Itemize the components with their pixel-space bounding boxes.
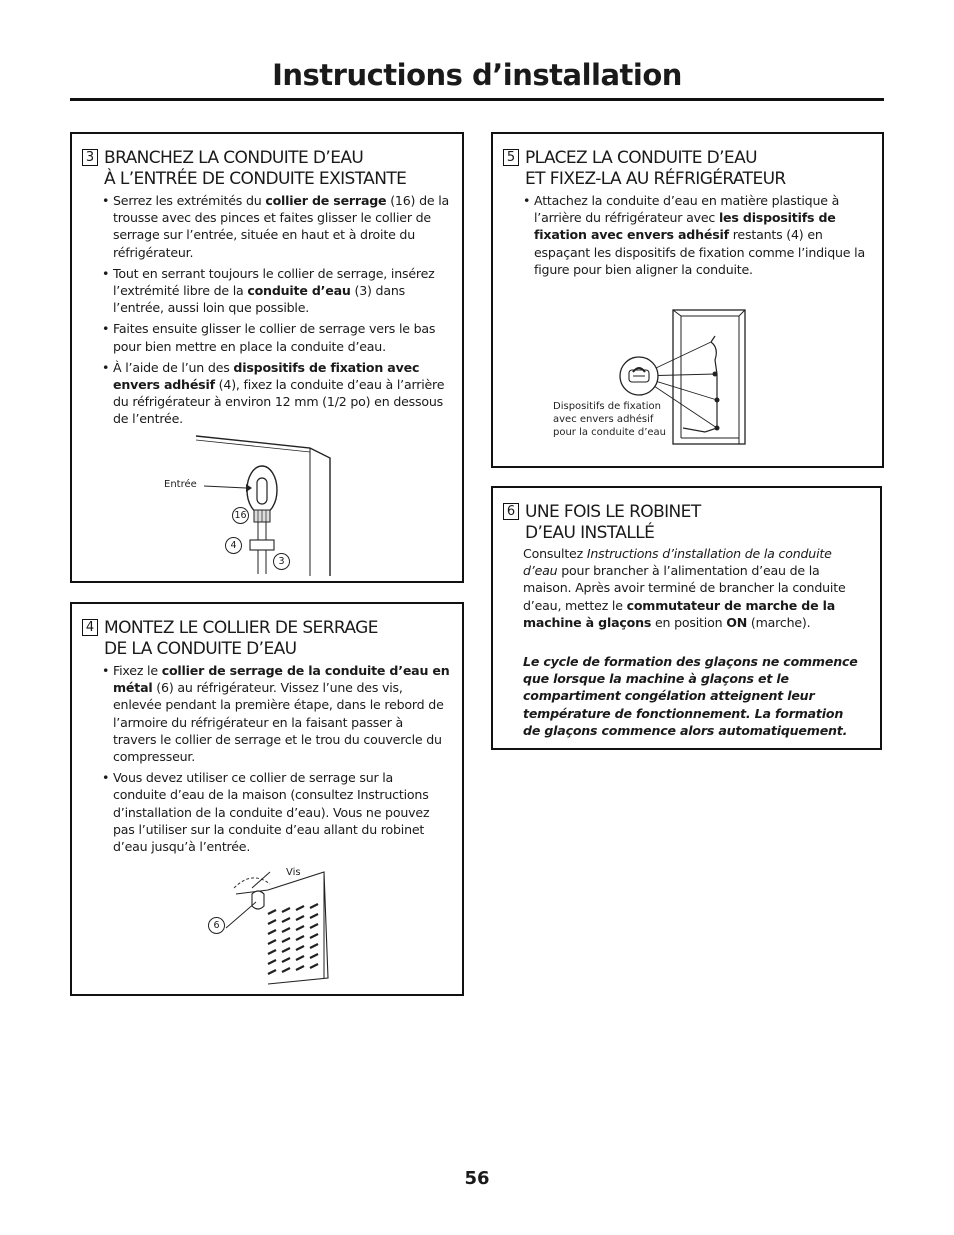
step-number: 5	[503, 149, 519, 166]
callout-6: 6	[208, 917, 225, 934]
step-3-box	[70, 132, 464, 583]
step-6-box	[491, 486, 882, 750]
list-item: • Faites ensuite glisser le collier de serrage vers le bas pour bien mettre en place la conduite d’eau.	[102, 320, 452, 354]
step-title-line: BRANCHEZ LA CONDUITE D’EAU	[104, 148, 364, 168]
fastener-caption: Dispositifs de fixation avec envers adhésif pour la conduite d’eau	[553, 401, 666, 438]
page-title: Instructions d’installation	[272, 58, 682, 92]
instruction-list	[102, 662, 450, 859]
step-number: 3	[82, 149, 98, 166]
step-6-paragraph: Consultez Instructions d’installation de la conduite d’eau pour brancher à l’alimentation d’eau de la maison. Après avoir terminé de brancher la conduite d’eau, mettez le commutateur de marche de la machine à glaçons en position ON (marche).	[523, 546, 846, 630]
step-6-heading	[503, 502, 701, 544]
instruction-list	[523, 192, 873, 282]
title-divider	[70, 98, 884, 101]
step-title-line: ET FIXEZ-LA AU RÉFRIGÉRATEUR	[525, 169, 786, 189]
step-title-line: DE LA CONDUITE D’EAU	[104, 639, 297, 659]
instruction-list	[102, 192, 452, 432]
step-title-line: UNE FOIS LE ROBINET	[525, 502, 701, 522]
step-title	[525, 502, 701, 544]
step-6-note: Le cycle de formation des glaçons ne commence que lorsque la machine à glaçons et le compartiment congélation atteignent leur température de fonctionnement. La formation de glaçons commence alors automatiquement.	[523, 654, 858, 738]
screw-label: Vis	[286, 867, 301, 878]
step-title-line: D’EAU INSTALLÉ	[525, 523, 655, 543]
step-number: 6	[503, 503, 519, 520]
list-item: • Vous devez utiliser ce collier de serrage sur la conduite d’eau de la maison (consultez Instructions d’installation de la conduite d’eau). Vous ne pouvez pas l’utiliser sur la conduite d’eau allant du robinet d’eau jusqu’à l’entrée.	[102, 769, 450, 855]
list-item: • Tout en serrant toujours le collier de serrage, insérez l’extrémité libre de la conduite d’eau (3) dans l’entrée, aussi loin que possible.	[102, 265, 452, 317]
step-5-box	[491, 132, 884, 468]
list-item: • À l’aide de l’un des dispositifs de fixation avec envers adhésif (4), fixez la conduite d’eau à l’arrière du réfrigérateur à environ 12 mm (1/2 po) en dessous de l’entrée.	[102, 359, 452, 428]
step-5-heading	[503, 148, 786, 190]
step-4-heading	[82, 618, 378, 660]
step-4-box	[70, 602, 464, 996]
list-item: • Fixez le collier de serrage de la conduite d’eau en métal (6) au réfrigérateur. Vissez l’une des vis, enlevée pendant la première étape, dans le rebord de l’armoire du réfrigérateur en la faisant passer à travers le collier de serrage et le trou du couvercle du compresseur.	[102, 662, 450, 765]
step-title-line: PLACEZ LA CONDUITE D’EAU	[525, 148, 757, 168]
step-title	[525, 148, 786, 190]
callout-3: 3	[273, 553, 290, 570]
step-title-line: MONTEZ LE COLLIER DE SERRAGE	[104, 618, 378, 638]
inlet-illustration	[162, 434, 442, 584]
inlet-label: Entrée	[164, 479, 197, 490]
step-3-heading	[82, 148, 406, 190]
step-title	[104, 148, 406, 190]
callout-4: 4	[225, 537, 242, 554]
clamp-illustration	[212, 866, 412, 984]
page-number: 56	[464, 1168, 490, 1189]
list-item: • Serrez les extrémités du collier de serrage (16) de la trousse avec des pinces et faites glisser le collier de serrage sur l’entrée, située en haut et à droite du réfrigérateur.	[102, 192, 452, 261]
list-item: • Attachez la conduite d’eau en matière plastique à l’arrière du réfrigérateur avec les dispositifs de fixation avec envers adhésif restants (4) en espaçant les dispositifs de fixation comme l’indique la figure pour bien aligner la conduite.	[523, 192, 873, 278]
step-title-line: À L’ENTRÉE DE CONDUITE EXISTANTE	[104, 169, 407, 189]
step-title	[104, 618, 378, 660]
step-number: 4	[82, 619, 98, 636]
callout-16: 16	[232, 507, 249, 524]
